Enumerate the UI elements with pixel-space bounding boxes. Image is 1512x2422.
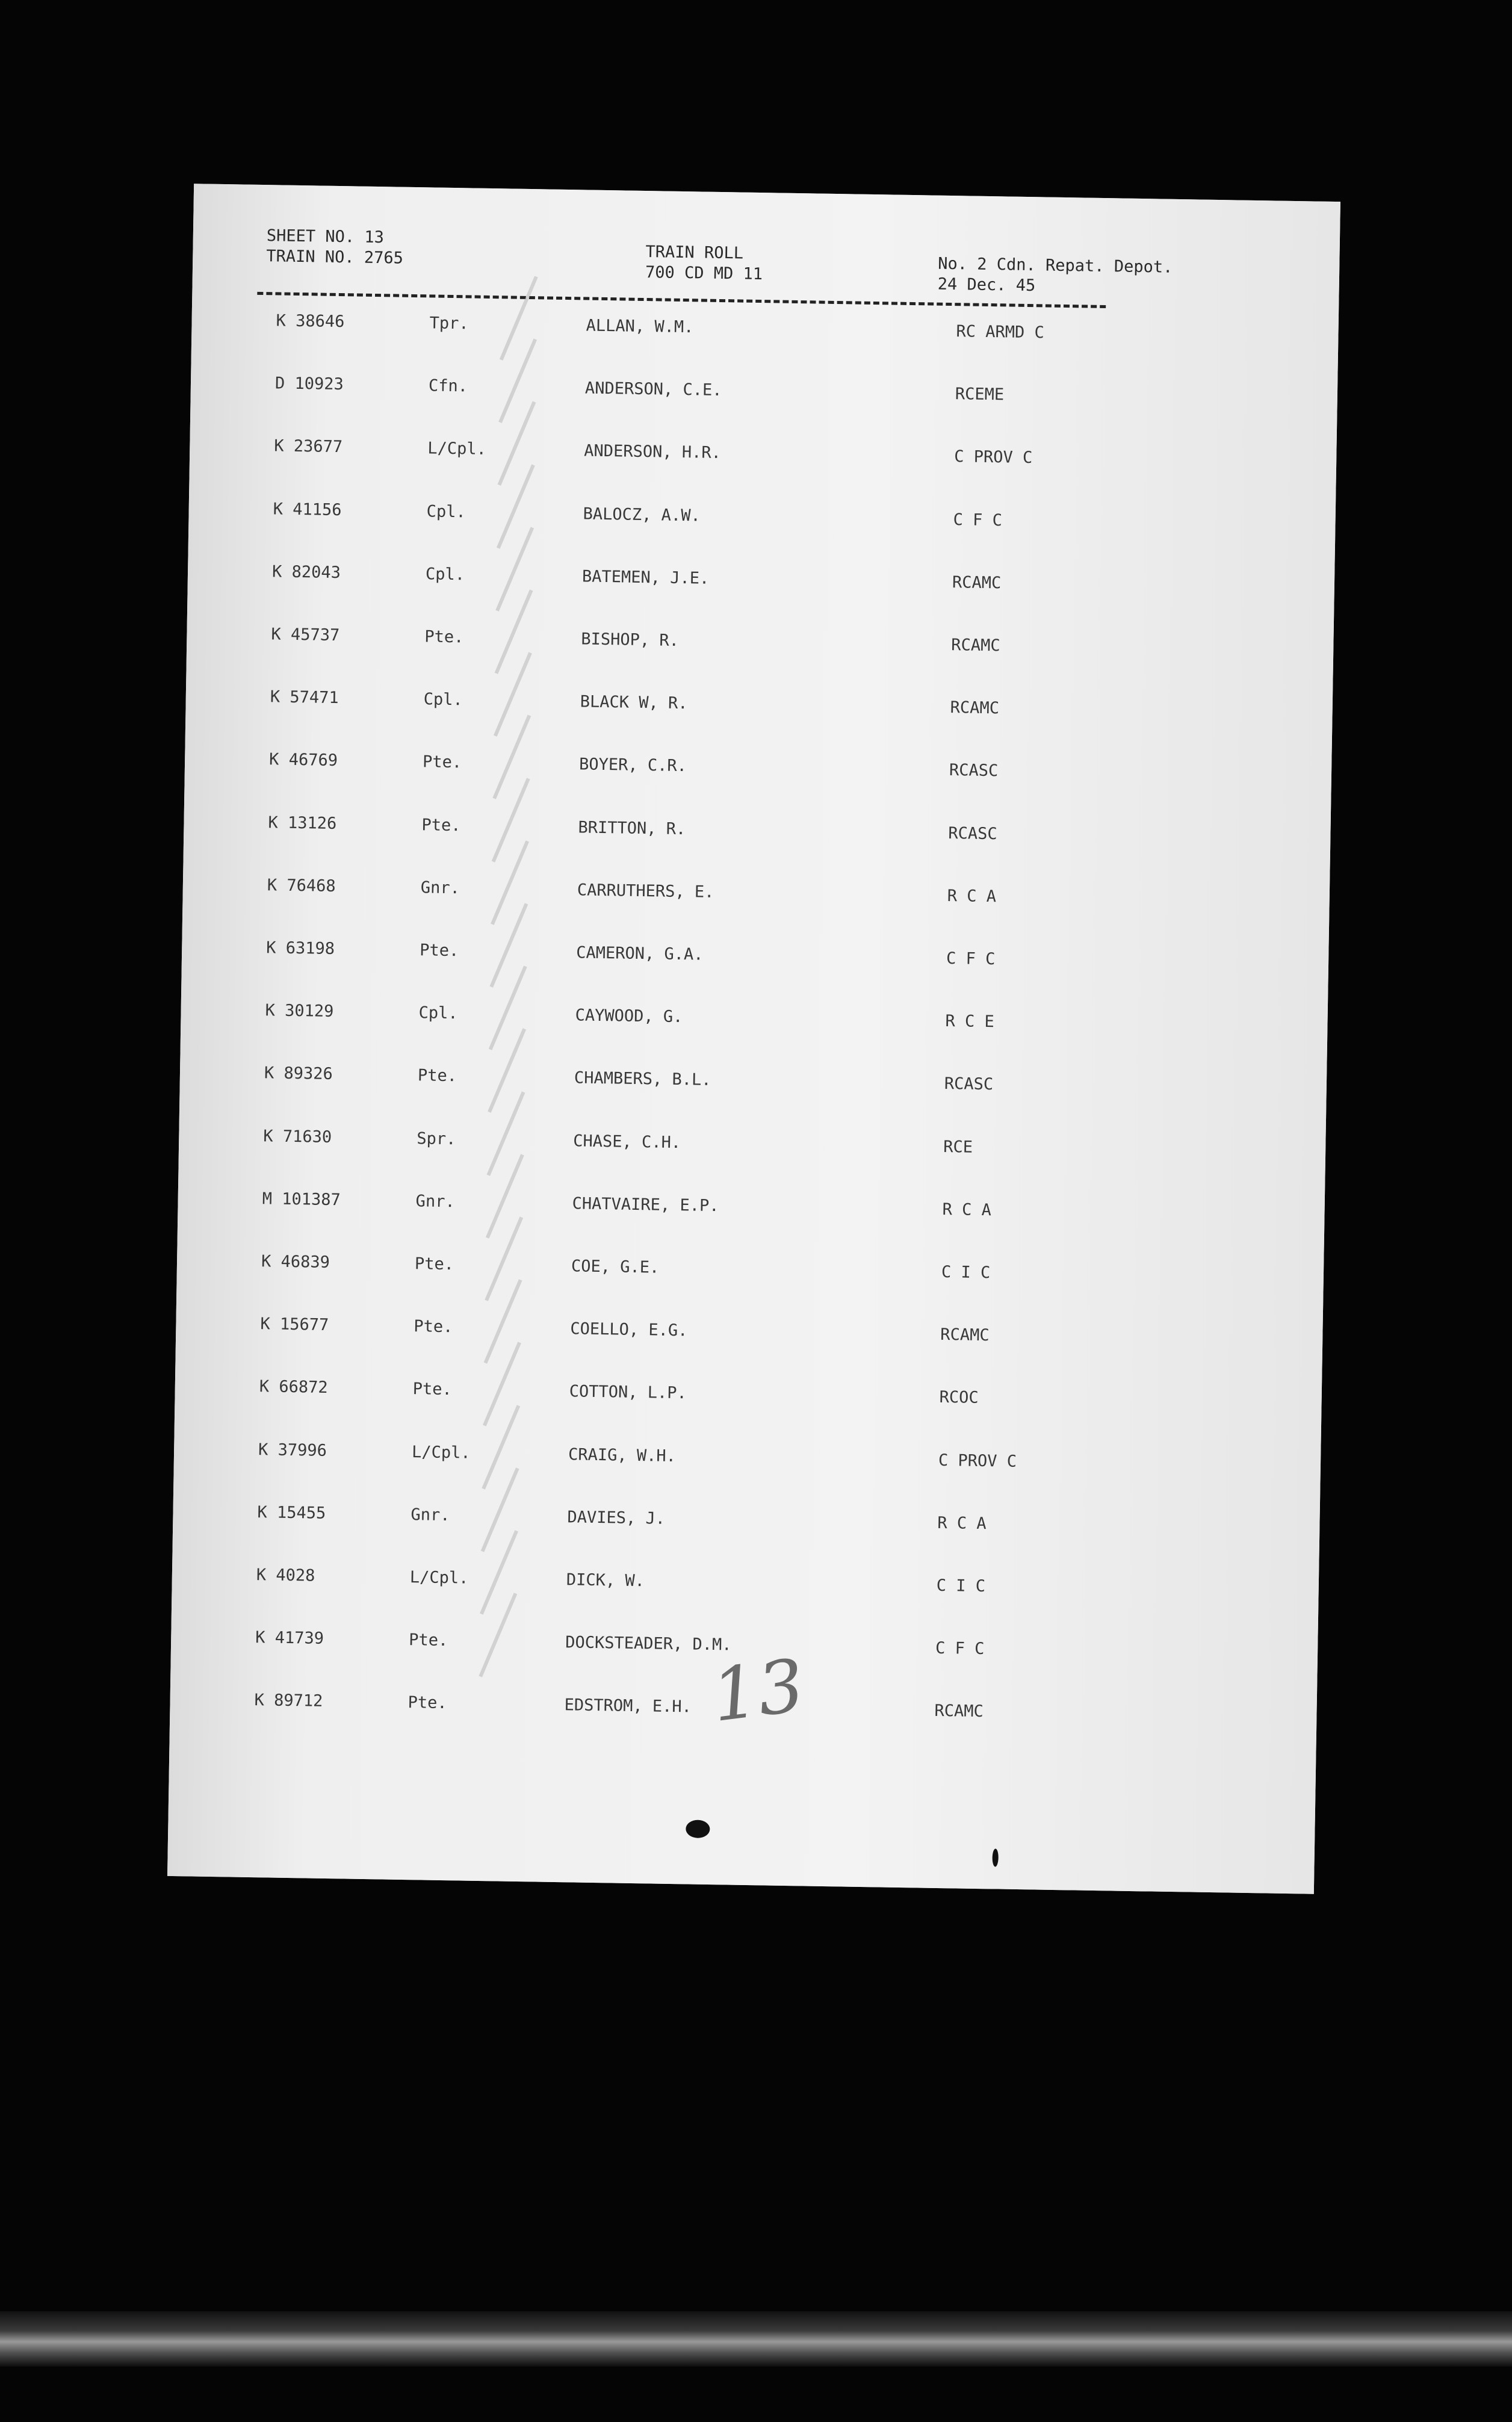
- soldier-name: CAMERON, G.A.: [575, 943, 704, 964]
- list-item: [182, 875, 1330, 929]
- list-item: [172, 1564, 1319, 1618]
- list-item: [191, 310, 1339, 364]
- unit: RCASC: [944, 1074, 994, 1094]
- rank: Pte.: [414, 1317, 453, 1337]
- soldier-name: ANDERSON, H.R.: [584, 441, 722, 463]
- service-number: K 4028: [256, 1566, 315, 1585]
- rank: Pte.: [421, 815, 461, 835]
- unit: RCAMC: [934, 1702, 984, 1721]
- unit: C F C: [953, 510, 1003, 530]
- rank: Pte.: [424, 627, 464, 647]
- service-number: K 45737: [271, 625, 340, 645]
- soldier-name: DAVIES, J.: [567, 1508, 666, 1528]
- soldier-name: ANDERSON, C.E.: [584, 379, 722, 400]
- rank: Pte.: [414, 1254, 454, 1274]
- service-number: K 38646: [276, 311, 345, 332]
- rank: Pte.: [420, 941, 459, 961]
- list-item: [190, 373, 1337, 427]
- soldier-name: COTTON, L.P.: [569, 1382, 687, 1403]
- service-number: K 37996: [258, 1440, 327, 1460]
- train-roll-sheet: [167, 184, 1340, 1894]
- list-item: [176, 1313, 1323, 1367]
- service-number: K 89712: [254, 1691, 323, 1711]
- list-item: [178, 1188, 1325, 1242]
- service-number: K 71630: [263, 1126, 332, 1147]
- rank: Pte.: [417, 1066, 457, 1086]
- service-number: D 10923: [274, 374, 344, 394]
- unit: R C A: [942, 1200, 992, 1220]
- list-item: [182, 937, 1329, 991]
- rank: Pte.: [412, 1380, 453, 1399]
- service-number: K 46839: [261, 1252, 330, 1272]
- service-number: K 82043: [271, 562, 341, 582]
- rank: L/Cpl.: [409, 1568, 469, 1588]
- film-edge: [0, 2311, 1512, 2367]
- soldier-name: ALLAN, W.M.: [586, 316, 694, 337]
- unit: C PROV C: [938, 1451, 1017, 1471]
- soldier-name: BISHOP, R.: [581, 630, 680, 650]
- list-item: [175, 1376, 1322, 1430]
- unit: RCEME: [955, 385, 1005, 404]
- unit: RCAMC: [940, 1325, 990, 1345]
- unit: RCAMC: [951, 636, 1000, 655]
- rank: Cpl.: [418, 1003, 458, 1023]
- rank: Pte.: [408, 1631, 448, 1650]
- service-number: K 41739: [255, 1628, 324, 1649]
- unit: C PROV C: [953, 447, 1033, 468]
- unit: RCE: [943, 1137, 973, 1157]
- roll-reference: 700 CD MD 11: [645, 262, 763, 283]
- soldier-name: BATEMEN, J.E.: [581, 567, 710, 588]
- soldier-name: CRAIG, W.H.: [568, 1445, 677, 1466]
- unit: R C A: [947, 886, 997, 906]
- service-number: K 57471: [270, 687, 339, 708]
- roll-title: TRAIN ROLL: [645, 243, 744, 263]
- soldier-name: COELLO, E.G.: [570, 1319, 688, 1340]
- unit: C I C: [936, 1576, 986, 1596]
- list-item: [176, 1251, 1324, 1305]
- soldier-name: EDSTROM, E.H.: [564, 1696, 692, 1717]
- list-item: [187, 561, 1334, 615]
- rank: Cpl.: [423, 690, 463, 710]
- service-number: K 76468: [267, 876, 336, 896]
- service-number: K 13126: [268, 813, 337, 833]
- personnel-list: [167, 184, 1340, 1894]
- list-item: [174, 1439, 1321, 1493]
- rank: Gnr.: [420, 878, 460, 898]
- rank: Cpl.: [425, 565, 465, 584]
- service-number: K 15455: [257, 1502, 326, 1523]
- rank: Spr.: [417, 1129, 456, 1148]
- rank: L/Cpl.: [411, 1442, 471, 1463]
- rank: Cfn.: [428, 376, 468, 396]
- rank: Gnr.: [415, 1192, 455, 1212]
- unit: C I C: [941, 1262, 991, 1283]
- soldier-name: COE, G.E.: [571, 1257, 660, 1277]
- rank: Pte.: [407, 1693, 447, 1713]
- soldier-name: DICK, W.: [566, 1570, 645, 1591]
- unit: RCASC: [949, 761, 999, 781]
- soldier-name: CHATVAIRE, E.P.: [572, 1194, 719, 1215]
- list-item: [185, 749, 1332, 803]
- service-number: K 66872: [259, 1377, 328, 1398]
- list-item: [190, 436, 1337, 490]
- rank: Tpr.: [429, 314, 469, 333]
- unit: RCOC: [939, 1388, 979, 1408]
- soldier-name: CHASE, C.H.: [573, 1131, 681, 1152]
- list-item: [184, 812, 1331, 866]
- soldier-name: BLACK W, R.: [580, 692, 688, 713]
- unit: R C E: [945, 1012, 995, 1032]
- service-number: K 15677: [260, 1315, 329, 1335]
- unit: C F C: [935, 1639, 985, 1659]
- list-item: [173, 1502, 1320, 1556]
- depot-name: No. 2 Cdn. Repat. Depot.: [938, 254, 1173, 277]
- soldier-name: CHAMBERS, B.L.: [574, 1068, 711, 1090]
- soldier-name: BALOCZ, A.W.: [583, 504, 701, 525]
- service-number: K 89326: [264, 1064, 333, 1084]
- list-item: [179, 1062, 1327, 1117]
- soldier-name: CARRUTHERS, E.: [577, 881, 714, 902]
- handwritten-page-number: 13: [707, 1644, 809, 1739]
- roll-date: 24 Dec. 45: [937, 274, 1036, 295]
- list-item: [179, 1126, 1326, 1180]
- soldier-name: CAYWOOD, G.: [575, 1006, 683, 1027]
- rank: Cpl.: [426, 501, 466, 521]
- unit: RC ARMD C: [956, 322, 1045, 342]
- rank: Gnr.: [411, 1505, 450, 1525]
- rank: Pte.: [422, 752, 462, 772]
- unit: RCASC: [948, 823, 997, 843]
- soldier-name: DOCKSTEADER, D.M.: [565, 1633, 732, 1655]
- service-number: K 23677: [274, 436, 343, 457]
- unit: RCAMC: [950, 698, 1000, 718]
- unit: C F C: [946, 949, 996, 969]
- soldier-name: BOYER, C.R.: [578, 755, 687, 776]
- rank: L/Cpl.: [427, 439, 487, 459]
- service-number: K 41156: [273, 499, 342, 519]
- service-number: K 46769: [268, 750, 338, 770]
- sheet-number: SHEET NO. 13: [266, 226, 385, 247]
- list-item: [185, 686, 1333, 740]
- unit: R C A: [937, 1513, 987, 1533]
- unit: RCAMC: [952, 572, 1002, 593]
- list-item: [187, 624, 1334, 678]
- ink-mark: [686, 1820, 710, 1838]
- train-number: TRAIN NO. 2765: [266, 246, 404, 268]
- service-number: K 30129: [265, 1001, 334, 1021]
- list-item: [181, 1000, 1328, 1054]
- service-number: K 63198: [266, 938, 335, 959]
- list-item: [188, 498, 1336, 553]
- service-number: M 101387: [262, 1189, 341, 1210]
- soldier-name: BRITTON, R.: [578, 817, 686, 838]
